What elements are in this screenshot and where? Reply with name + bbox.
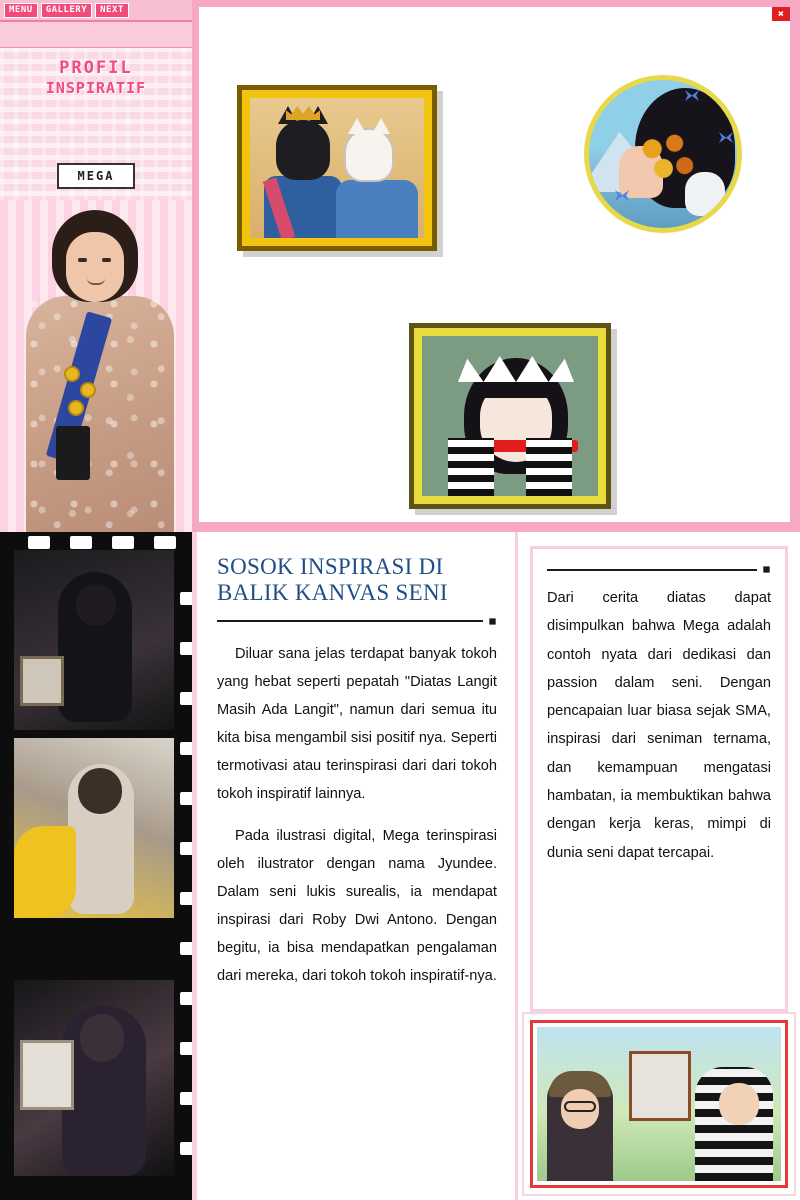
artwork1-coat-right [336,180,418,238]
diamond-icon [760,563,773,576]
conclusion-box [530,546,788,1012]
top-navbar [0,0,192,22]
medal-icon [68,400,84,416]
medal-icon [80,382,96,398]
photo-card-framed-portrait [629,1051,691,1121]
film-perforation [28,536,50,549]
page-title-line2: INSPIRATIF [45,79,147,98]
profile-photo-eye-left [78,258,87,262]
artwork-canvas [199,7,790,522]
divider-line [547,569,757,571]
article-column [192,532,518,1200]
conclusion-text: Dari cerita diatas dapat disimpulkan bahwa Mega adalah contoh nyata dari dedikasi dan passion dalam seni. Dengan pencapaian luar biasa sejak SMA, inspirasi dari seniman ternama, dan kemampuan mengatasi hambatan, ia membuktikan bahwa dengan kerja keras, mimpi di dunia seni dapat tercapai. [547,590,771,861]
profile-photo-lanyard [56,426,90,480]
film-photo-1 [14,550,174,730]
artwork3-stripe-right [526,438,572,496]
artwork-framed-girl-red-stroke [403,271,625,513]
artwork1-canvas [250,98,424,238]
profile-photo-face [66,232,124,302]
artwork-circular-flowers-cats [580,37,748,237]
name-badge: MEGA [57,163,135,189]
artwork1-cat-dark [276,120,330,180]
article-paragraph-1: Diluar sana jelas terdapat banyak tokoh yang hebat seperti pepatah "Diatas Langit Masih Ada Langit", namun dari semua itu kita bisa mengambil sisi positif nya. Seperti termotivasi atau terinspirasi dari dari tokoh tokoh inspiratif lainnya. [217,645,497,802]
profile-photo-eye-right [102,258,111,262]
film-perforation [70,536,92,549]
film-perforation [154,536,176,549]
glasses-icon [564,1101,596,1112]
article-headline [217,554,497,607]
close-icon[interactable]: ✖ [772,7,790,21]
conclusion-divider [547,565,771,574]
diamond-icon [486,615,499,628]
divider-line [217,620,483,622]
headline-divider [217,617,497,626]
right-column [518,532,800,1200]
nav-menu-button[interactable]: MENU [4,3,38,18]
photo-card-illustration [530,1020,788,1188]
artwork2-circle [584,75,742,233]
artwork-framed-royal-cats [231,35,443,255]
pink-divider-band [0,22,192,48]
page-title [0,58,192,98]
photo-card-inner [537,1027,781,1181]
filmstrip [0,532,192,1200]
artwork1-cat-light [344,128,394,182]
photo-card-face-right [719,1083,759,1125]
film-photo-3 [14,980,174,1176]
film-photo-2 [14,738,174,918]
artwork2-cat [685,172,725,216]
artwork3-frame [409,323,611,509]
artwork3-stripe-left [448,438,494,496]
article-headline-line2: BALIK KANVAS SENI [217,580,448,606]
artwork3-canvas [422,336,598,496]
artwork-panel [192,0,800,532]
page-title-line1: PROFIL [59,58,133,78]
nav-gallery-button[interactable]: GALLERY [41,3,92,18]
left-profile-column [0,0,192,532]
medal-icon [64,366,80,382]
nav-next-button[interactable]: NEXT [95,3,129,18]
profile-photo [8,196,186,532]
artwork3-bangs [474,370,558,398]
article-headline-line1: SOSOK INSPIRASI DI [217,554,444,579]
artwork1-frame [237,85,437,251]
film-perforation [112,536,134,549]
article-paragraph-2: Pada ilustrasi digital, Mega terinspirasi oleh ilustrator dengan nama Jyundee. Dalam seni lukis surealis, ia mendapat inspirasi dari Roby Dwi Antono. Dengan begitu, ia bisa mendapatkan pengalaman dari mereka, dari tokoh tokoh inspiratif-nya. [217,827,497,985]
